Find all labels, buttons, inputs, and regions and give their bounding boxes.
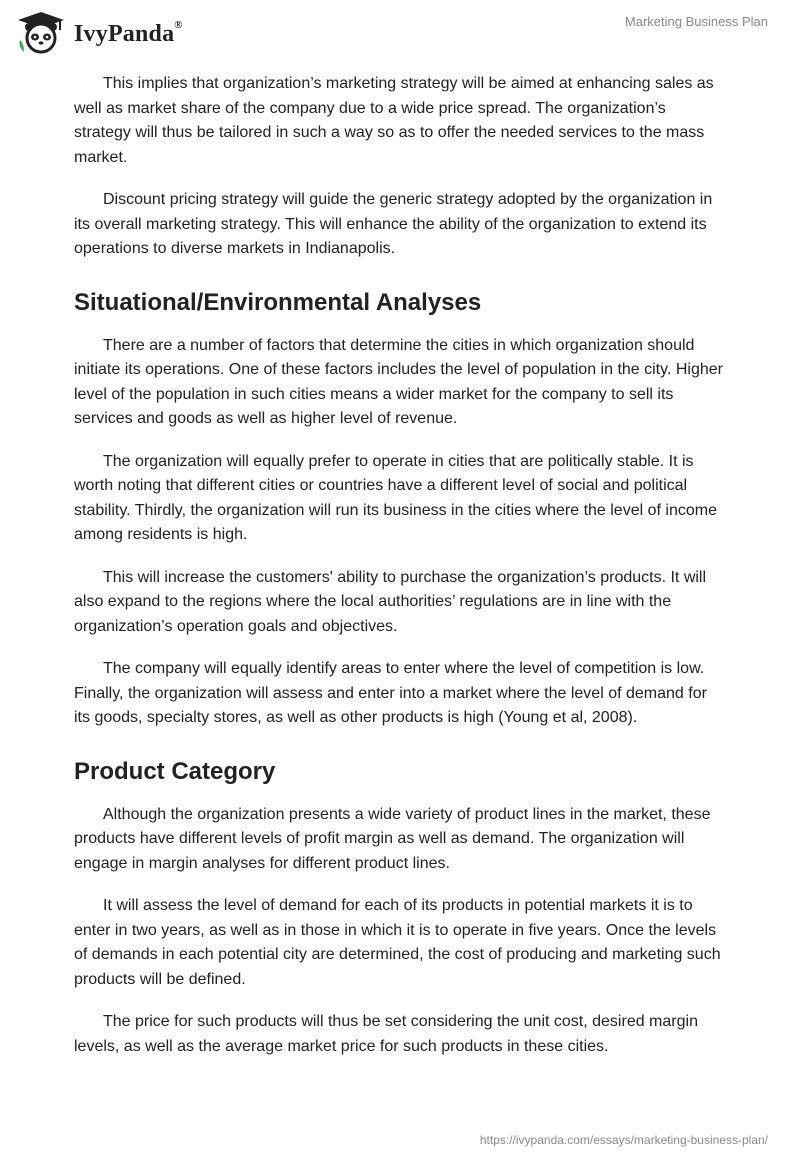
source-url-link[interactable]: https://ivypanda.com/essays/marketing-business-plan/	[479, 1133, 768, 1147]
brand-name: IvyPanda®	[74, 18, 183, 47]
paragraph: The organization will equally prefer to operate in cities that are politically stable. It is worth noting that different cities or countries have a different level of social and political stability. Thirdly, the organization will run its business in the cities where the level of income among residents is high.	[74, 452, 717, 543]
paragraph: This will increase the customers' ability to purchase the organization’s products. It will also expand to the regions where the local authorities’ regulations are in line with the organization’s operation goals and objectives.	[74, 568, 707, 635]
paragraph: Although the organization presents a wide variety of product lines in the market, these products have different levels of profit margin as well as demand. The organization will engage in margin analyses for different product lines.	[74, 805, 711, 872]
document-title: Marketing Business Plan	[624, 14, 768, 29]
section-heading: Product Category	[74, 757, 276, 785]
paragraph: The price for such products will thus be set considering the unit cost, desired margin levels, as well as the average market price for such products in these cities.	[74, 1013, 698, 1055]
page-header	[0, 0, 800, 70]
panda-graduate-icon	[16, 10, 66, 54]
essay-content	[74, 72, 724, 1077]
paragraph: The company will equally identify areas to enter where the level of competition is low. Finally, the organization will assess and enter into a market where the level of demand for its goods, specialty stores, as well as other products is high (Young et al, 2008).	[74, 660, 707, 726]
ivypanda-logo[interactable]	[16, 8, 183, 56]
paragraph: There are a number of factors that determine the cities in which organization should initiate its operations. One of these factors includes the level of population in the city. Higher level of the population in such cities means a wider market for the company to sell its services and goods as well as higher level of revenue.	[74, 336, 723, 427]
paragraph: This implies that organization’s marketing strategy will be aimed at enhancing sales as well as market share of the company due to a wide price spread. The organization’s strategy will thus be tailored in such a way so as to offer the needed services to the mass market.	[74, 75, 714, 166]
section-heading: Situational/Environmental Analyses	[74, 288, 482, 316]
paragraph: Discount pricing strategy will guide the generic strategy adopted by the organization in its overall marketing strategy. This will enhance the ability of the organization to extend its operations to diverse markets in Indianapolis.	[74, 191, 713, 257]
paragraph: It will assess the level of demand for each of its products in potential markets it is to enter in two years, as well as in those in which it is to operate in five years. Once the levels of demands in each potential city are determined, the cost of producing and marketing such products will be defined.	[74, 897, 721, 988]
